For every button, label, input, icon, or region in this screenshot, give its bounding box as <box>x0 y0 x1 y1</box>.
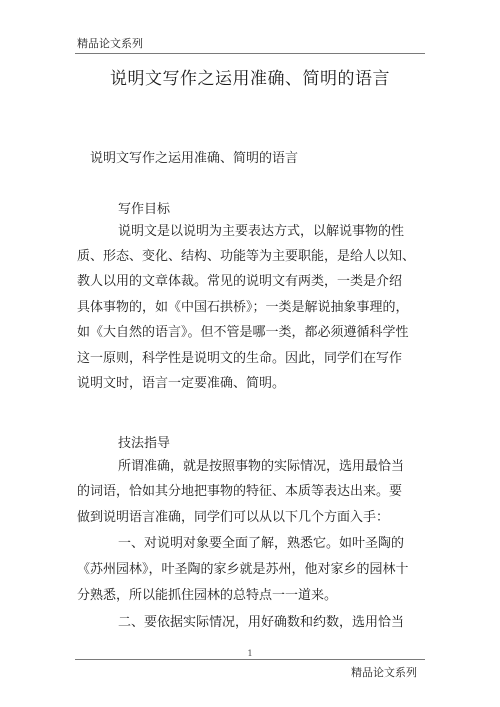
paragraph-line: 分熟悉，所以能抓住园林的总特点一一道来。 <box>77 588 338 603</box>
document-title: 说明文写作之运用准确、简明的语言 <box>110 69 390 89</box>
header-label: 精品论文系列 <box>77 37 143 50</box>
footer-divider <box>75 659 425 660</box>
paragraph-line: 教人以用的文章体裁。常见的说明文有两类，一类是介绍 <box>77 274 403 289</box>
paragraph-line: 二、要依据实际情况，用好确数和约数，选用恰当 <box>118 615 405 630</box>
page-number: 1 <box>247 649 253 658</box>
document-subtitle: 说明文写作之运用准确、简明的语言 <box>90 151 299 166</box>
paragraph-line: 说明文时，语言一定要准确、简明。 <box>77 376 286 391</box>
header-divider <box>75 53 425 54</box>
paragraph-line: 一、对说明对象要全面了解，熟悉它。如叶圣陶的 <box>118 536 405 551</box>
section-heading-goals: 写作目标 <box>118 202 171 217</box>
paragraph-line: 质、形态、变化、结构、功能等为主要职能，是给人以知、 <box>77 249 416 264</box>
paragraph-line: 的词语，恰如其分地把事物的特征、本质等表达出来。要 <box>77 484 403 499</box>
paragraph-line: 《苏州园林》，叶圣陶的家乡就是苏州，他对家乡的园林十 <box>77 562 409 577</box>
paragraph-line: 具体事物的，如《中国石拱桥》；一类是解说抽象事理的， <box>77 300 409 315</box>
paragraph-line: 做到说明语言准确，同学们可以从以下几个方面入手： <box>77 510 390 525</box>
paragraph-line: 说明文是以说明为主要表达方式，以解说事物的性 <box>118 224 405 239</box>
footer-label: 精品论文系列 <box>351 666 417 679</box>
paragraph-line: 这一原则，科学性是说明文的生命。因此，同学们在写作 <box>77 351 403 366</box>
paragraph-line: 如《大自然的语言》。但不管是哪一类，都必须遵循科学性 <box>77 325 409 340</box>
paragraph-line: 所谓准确，就是按照事物的实际情况，选用最恰当 <box>118 459 405 474</box>
section-heading-techniques: 技法指导 <box>118 436 171 451</box>
